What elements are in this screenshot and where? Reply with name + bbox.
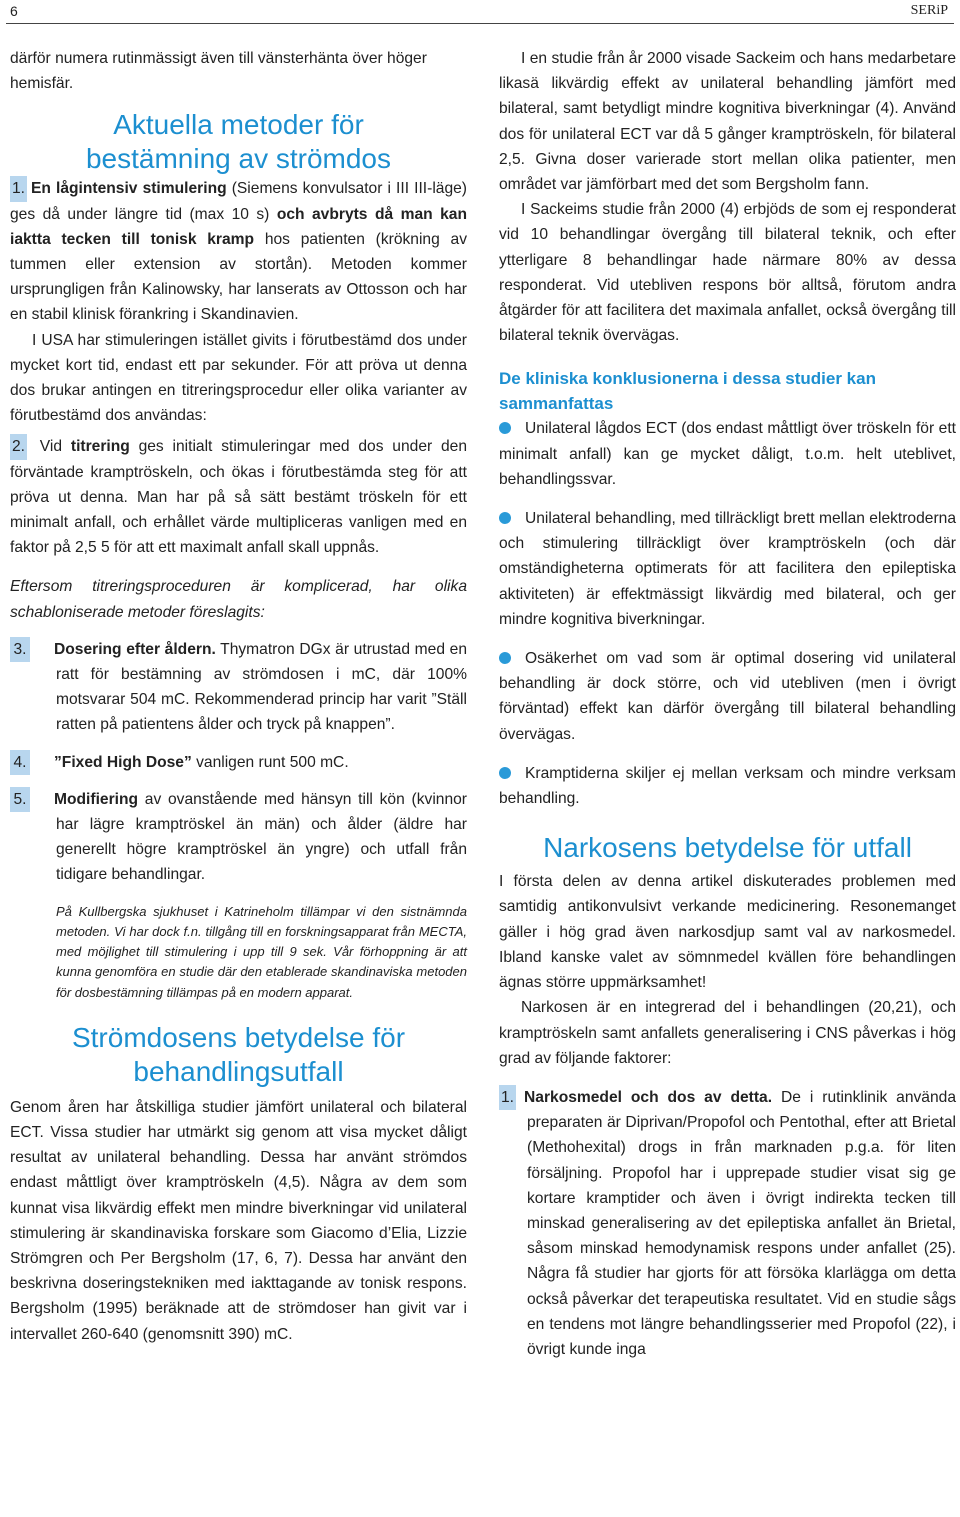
bullet-dot-icon bbox=[499, 767, 511, 779]
bullet-1 bbox=[499, 416, 956, 492]
sackeim-paragraph-1: I en studie från år 2000 visade Sackeim och hans medarbetare likasä likvärdig effekt av unilateral behandling jämfört med bilateral, samt betydligt mindre kognitiva biverkningar (4). Använd dos för unilateral ECT var då 5 gånger kramptröskeln, för bilateral 2,5. Givna doser varierade stort mellan olika patienter, men området var jämförbart med det som Bergsholm fann. bbox=[499, 50, 956, 194]
item-4-number: 4. bbox=[10, 750, 30, 775]
item-3-number: 3. bbox=[10, 637, 30, 662]
item-2 bbox=[10, 434, 467, 560]
heading-stromdos: Strömdosens betydelse för behandlingsutfall bbox=[71, 1021, 406, 1087]
genom-paragraph: Genom åren har åtskilliga studier jämfört unilateral och bilateral ECT. Vissa studier har utmärkt sig genom att visa mycket dåligt resultat av unilateral behandling. Dessa har använt strömdos endast måttligt över kramptröskeln (4,5). Några av dem som kunnat visa likvärdig effekt men mindre biverkningar vid unilateral stimulering är skandinaviska forskare som Giacomo d’Elia, Lizzie Strömgren och Per Bergsholm (17, 6, 7). Dessa har använt den beskrivna doseringstekniken med iakttagande av tonisk respons. Bergsholm (1995) beräknade att de strömdoser han givit var i intervallet 260-640 (genomsnitt 390) mC. bbox=[10, 1098, 467, 1343]
item-5-number: 5. bbox=[10, 787, 30, 812]
item-2-number: 2. bbox=[10, 434, 27, 459]
narkos-item-1-text: De i rutinklinik använda preparaten är Diprivan/Propofol och Pentothal, efter att Brietal (Methohexital) drogs in från marknaden p.g.a. för liten försäljning. Propofol har i upprepade studier visat sig ge kortare kramptider och även i övrigt indirekta tecken till minskad generalisering av det epileptiska anfallet än Brietal, såsom minskad hemodynamisk respons under anfallet (25). Några få studier har gjorts för att försöka klarlägga om detta också påverkar det terapeutiska resultatet. Vid en studie sågs en tendens mot längre behandlingsserier med Propofol (22), i övrigt kunde inga bbox=[527, 1088, 956, 1358]
page-header bbox=[0, 0, 960, 30]
item-5 bbox=[10, 787, 467, 888]
item-1-number: 1. bbox=[10, 176, 27, 201]
item-3-bold: Dosering efter åldern. bbox=[54, 640, 216, 658]
item-4-text: vanligen runt 500 mC. bbox=[191, 753, 349, 771]
bullet-3-text: Osäkerhet om vad som är optimal dosering vid unilateral behandling är dock större, och vid utebliven (men i övrigt förväntad) effekt kan därför övergång till bilateral behandling övervägas. bbox=[499, 650, 956, 743]
bullet-dot-icon bbox=[499, 422, 511, 434]
item-4 bbox=[10, 750, 467, 775]
page-number: 6 bbox=[10, 3, 18, 19]
narkos-item-1-bold: Narkosmedel och dos av detta. bbox=[524, 1088, 773, 1106]
bullet-1-text: Unilateral lågdos ECT (dos endast måttligt över tröskeln för ett minimalt anfall) kan ge mycket dåligt, t.o.m. helt uteblivet, behandlingssvar. bbox=[499, 420, 956, 488]
narkos-item-1-number: 1. bbox=[499, 1085, 516, 1110]
bullet-2-text: Unilateral behandling, med tillräckligt brett mellan elektroderna och stimulering tillräckligt över kramptröskeln (och där omständigheterna optimerats för att facilitera den epileptiska aktiviteten) är effektmässigt likvärdig med bilateral, och ger mindre kognitiva biverkningar. bbox=[499, 510, 956, 628]
journal-brand: SERiP bbox=[910, 3, 948, 18]
bullet-2 bbox=[499, 506, 956, 632]
item-3-text: Thymatron DGx är utrustad med en ratt för bestämning av strömdosen i mC, där 100% motsvarar 504 mC. Rekommenderad princip har varit ”Ställ ratten på patientens ålder och tryck på knappen”. bbox=[56, 640, 467, 734]
usa-paragraph: I USA har stimuleringen istället givits i förutbestämd dos under mycket kort tid, endast ett par sekunder. För att pröva ut denna dos brukar antingen en titreringsprocedur eller olika varianter av förutbestämd dos användas: bbox=[10, 331, 467, 425]
item-5-bold: Modifiering bbox=[54, 790, 139, 808]
header-rule bbox=[6, 23, 954, 24]
bullet-4 bbox=[499, 761, 956, 811]
item-1 bbox=[10, 176, 467, 327]
left-column bbox=[10, 46, 467, 1347]
item-1-bold: En lågintensiv stimulering bbox=[31, 180, 227, 198]
heading-metoder: Aktuella metoder för bestämning av strömdos bbox=[85, 109, 392, 175]
item-2-bold: titrering bbox=[70, 438, 130, 456]
narkos-paragraph-2: Narkosen är en integrerad del i behandlingen (20,21), och kramptröskeln samt anfallets generalisering i CNS påverkas i hög grad av följande faktorer: bbox=[499, 999, 956, 1067]
eftersom-paragraph: Eftersom titreringsproceduren är komplicerad, har olika schabloniserade metoder föreslagits: bbox=[10, 578, 467, 621]
heading-kliniska: De kliniska konklusionerna i dessa studier kan sammanfattas bbox=[499, 369, 876, 414]
heading-narkos: Narkosens betydelse för utfall bbox=[543, 832, 912, 864]
item-1-text-a: (Siemens konvulsator i III III-läge) ges då under längre tid (max 10 s) bbox=[10, 180, 467, 223]
bullet-3 bbox=[499, 646, 956, 747]
bullet-dot-icon bbox=[499, 512, 511, 524]
sackeim-paragraph-2: I Sackeims studie från 2000 (4) erbjöds de som ej responderat vid 10 behandlingar övergång till bilateral teknik, och efter ytterligare 8 behandlingar hade närmare 80% av dessa responderat. Vid utebliven respons bör alltså, förutom andra åtgärder för att facilitera det maximala anfallet, också övergång till bilateral teknik övervägas. bbox=[499, 201, 956, 345]
item-1-text-b: hos patienten (krökning av tummen eller extension av stortån). Metoden kommer ursprungligen från Kalinowsky, har lanserats av Ottosson och har en stabil klinisk förankring i Skandinavien. bbox=[10, 230, 467, 324]
intro-paragraph: därför numera rutinmässigt även till vänsterhänta över höger hemisfär. bbox=[10, 50, 427, 93]
item-4-bold: ”Fixed High Dose” bbox=[54, 753, 192, 771]
item-1-bold-2: och avbryts då man kan iaktta tecken till tonisk kramp bbox=[10, 205, 467, 248]
item-2-text-a: Vid bbox=[31, 438, 71, 456]
narkos-paragraph-1: I första delen av denna artikel diskuterades problemen med samtidig antikonvulsivt verkande medicinering. Resonemanget gäller i hög grad även narkosdjup samt val av narkosmedel. Ibland kanske valet av sömnmedel kvällen före behandlingen ägnas större uppmärksamhet! bbox=[499, 873, 956, 992]
narkos-item-1 bbox=[499, 1085, 956, 1362]
item-5-text: av ovanstående med hänsyn till kön (kvinnor har lägre kramptröskel än män) och ålder (äldre har generellt högre kramptröskel än yngre) och utfall från tidigare behandlingar. bbox=[56, 790, 467, 884]
item-2-text-b: ges initialt stimuleringar med dos under den förväntade kramptröskeln, och ökas i förutbestämda steg för att pröva ut denna. Man har på så sätt bestämt tröskeln för ett minimalt anfall, och erhållet värde multipliceras vanligen med en faktor på 2,5 5 för att ett maximalt anfall skall uppnås. bbox=[10, 438, 468, 557]
item-3 bbox=[10, 637, 467, 738]
right-column bbox=[499, 46, 956, 1362]
bullet-4-text: Kramptiderna skiljer ej mellan verksam och mindre verksam behandling. bbox=[499, 764, 956, 808]
bullet-dot-icon bbox=[499, 652, 511, 664]
kullbergska-note: På Kullbergska sjukhuset i Katrineholm tillämpar vi den sistnämnda metoden. Vi har dock f.n. tillgång till en forskningsapparat från MECTA, med möjlighet till stimulering i upp till 9 sek. Vår förhoppning är att kunna genomföra en studie där den etablerade skandinaviska metoden för dosbestämning tillämpas på en modern apparat. bbox=[56, 903, 467, 1000]
